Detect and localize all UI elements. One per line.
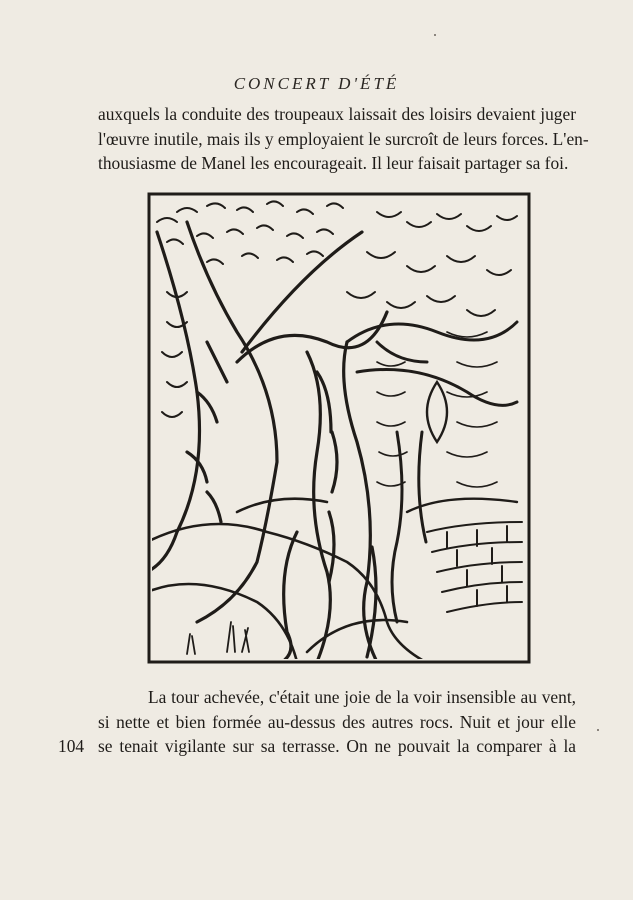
- text-line: l'œuvre inutile, mais ils y employaient le surcroît de leurs forces. L'en-: [98, 128, 589, 149]
- paper-speck: [434, 34, 436, 36]
- text-line: thousiasme de Manel les encourageait. Il leur faisait partager sa foi.: [98, 153, 569, 173]
- text-line: se tenait vigilante sur sa terrasse. On ne pouvait la comparer à la: [98, 736, 576, 756]
- page-number: 104: [58, 736, 85, 756]
- woodcut-trees-icon: [147, 192, 531, 664]
- paper-speck: [597, 729, 599, 731]
- text-line: si nette et bien formée au-dessus des autres rocs. Nuit et jour elle: [98, 711, 576, 732]
- paragraph-top: [98, 102, 589, 176]
- paragraph-bottom: [98, 685, 576, 759]
- text-line: La tour achevée, c'était une joie de la voir insensible au vent,: [148, 687, 576, 707]
- text-line: auxquels la conduite des troupeaux laissait des loisirs devaient juger: [98, 104, 576, 124]
- running-head: CONCERT D'ÉTÉ: [233, 74, 400, 93]
